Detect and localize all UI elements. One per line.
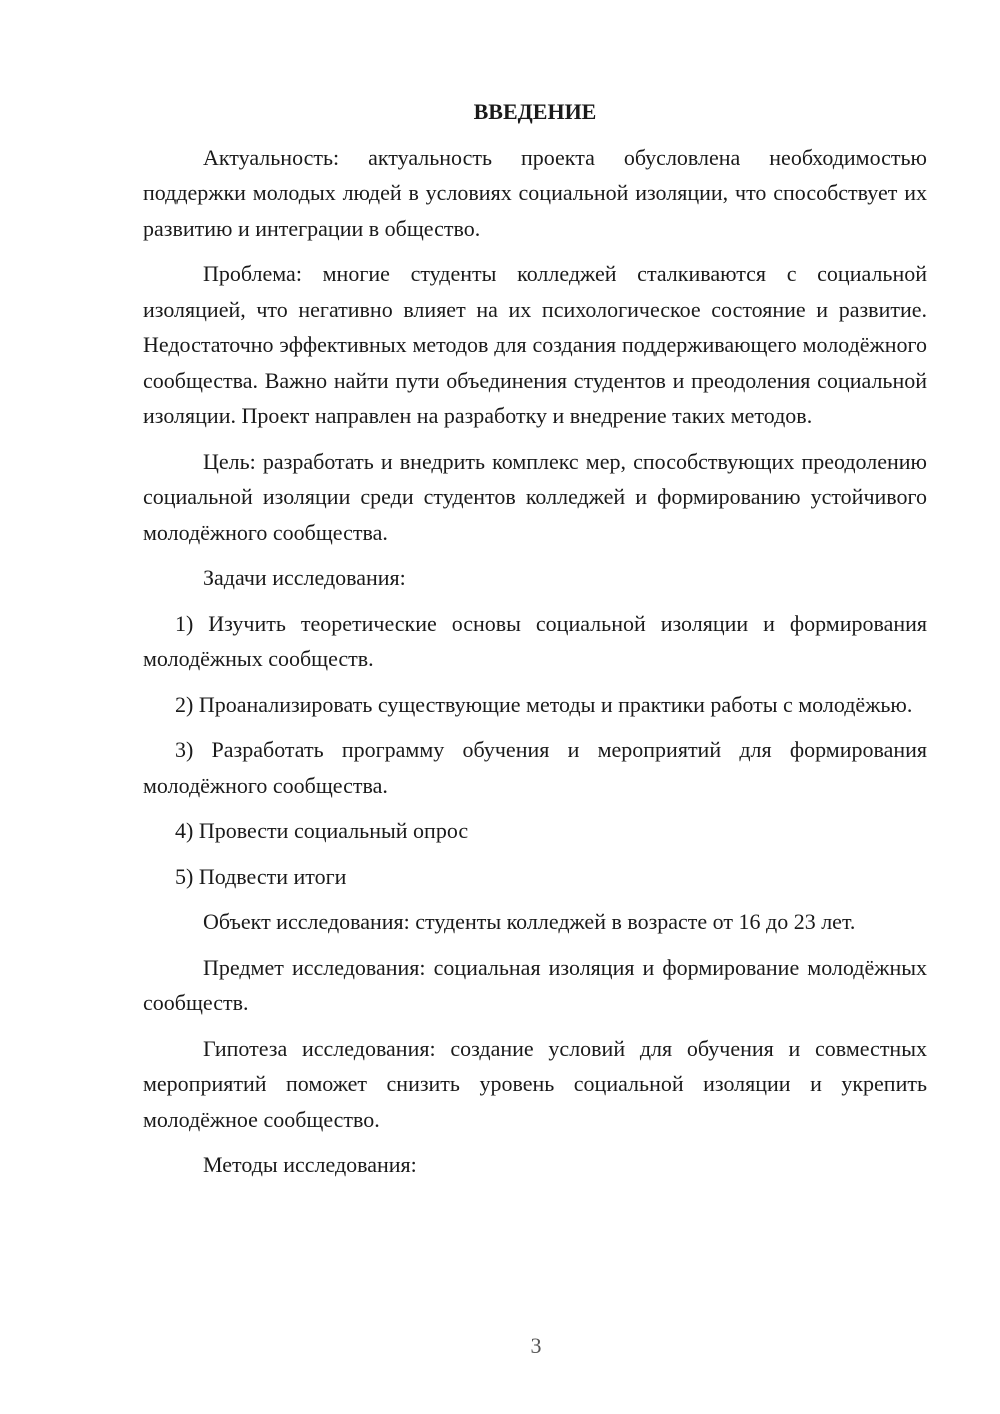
tasks-heading: Задачи исследования: <box>203 565 406 590</box>
object-paragraph: Объект исследования: студенты колледжей в возрасте от 16 до 23 лет. <box>203 909 856 934</box>
page-title: ВВЕДЕНИЕ <box>473 99 597 124</box>
subject-paragraph: Предмет исследования: социальная изоляция и формирование молодёжных сообществ. <box>143 954 927 1015</box>
problem-paragraph: Проблема: многие студенты колледжей сталкиваются с социальной изоляцией, что негативно влияет на их психологическое состояние и развитие. Недостаточно эффективных методов для создания поддерживающего молодёжного сообщества. Важно найти пути объединения студентов и преодоления социальной изоляции. Проект направлен на разработку и внедрение таких методов. <box>143 261 927 428</box>
task-item-2: 2) Проанализировать существующие методы и практики работы с молодёжью. <box>175 691 913 717</box>
page-number: 3 <box>530 1333 542 1358</box>
goal-paragraph: Цель: разработать и внедрить комплекс мер, способствующих преодолению социальной изоляции среди студентов колледжей и формированию устойчивого молодёжного сообщества. <box>143 448 927 545</box>
hypothesis-paragraph: Гипотеза исследования: создание условий для обучения и совместных мероприятий поможет снизить уровень социальной изоляции и укрепить молодёжное сообщество. <box>143 1035 927 1132</box>
task-item-5: 5) Подвести итоги <box>175 863 347 889</box>
task-item-3: 3) Разработать программу обучения и мероприятий для формирования молодёжного сообщества. <box>143 737 927 798</box>
document-page <box>143 94 927 1193</box>
methods-heading: Методы исследования: <box>203 1152 417 1177</box>
relevance-paragraph: Актуальность: актуальность проекта обусловлена необходимостью поддержки молодых людей в условиях социальной изоляции, что способствует их развитию и интеграции в общество. <box>143 144 927 241</box>
task-item-4: 4) Провести социальный опрос <box>175 818 469 843</box>
task-item-1: 1) Изучить теоретические основы социальной изоляции и формирования молодёжных сообществ. <box>143 610 927 671</box>
